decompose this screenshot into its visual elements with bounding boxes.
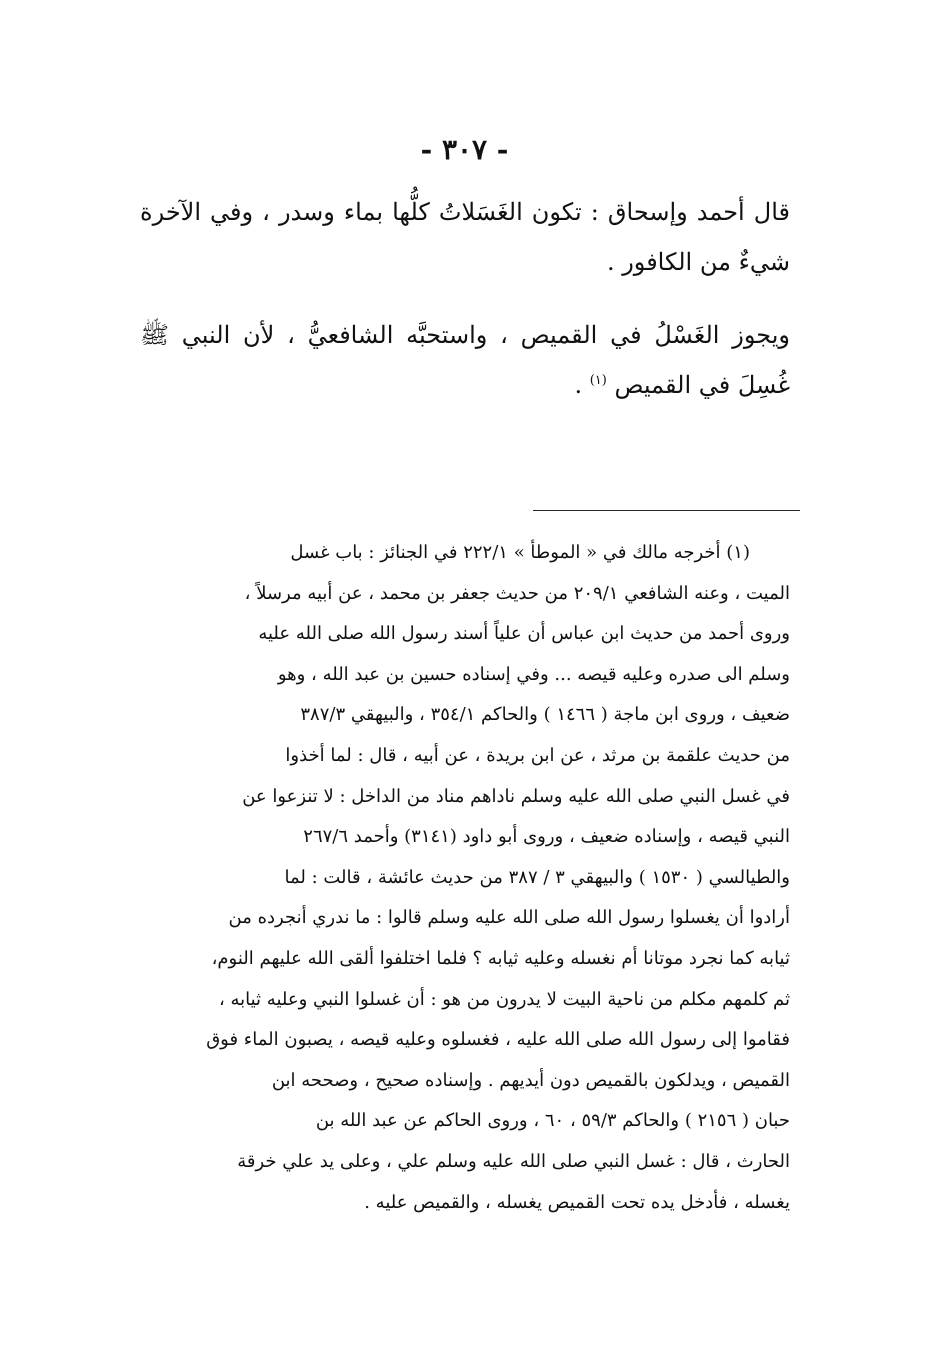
- footnote-line: وروى أحمد من حديث ابن عباس أن علياً أسند رسول الله صلى الله عليه: [258, 623, 790, 645]
- footnote-line: ثيابه كما نجرد موتانا أم نغسله وعليه ثيابه ؟ فلما اختلفوا ألقى الله عليهم النوم،: [211, 947, 790, 969]
- footnotes-block: [140, 533, 790, 1223]
- footnote-line: حبان ( ٢١٥٦ ) والحاكم ٥٩/٣ ، ٦٠ ، وروى الحاكم عن عبد الله بن: [315, 1110, 790, 1132]
- main-paragraph-2-text: ويجوز الغَسْلُ في القميص ، واستحبَّه الشافعيُّ ، لأن النبي ﷺ غُسِلَ في القميص: [140, 321, 790, 399]
- footnote-line: في غسل النبي صلى الله عليه وسلم ناداهم مناد من الداخل : لا تنزعوا عن: [242, 785, 790, 807]
- main-paragraph-2: [140, 310, 790, 410]
- footnote-line: وسلم الى صدره وعليه قيصه ... وفي إسناده حسين بن عبد الله ، وهو: [277, 663, 790, 685]
- footnote-line: (١) أخرجه مالك في « الموطأ » ٢٢٢/١ في الجنائز : باب غسل: [290, 542, 750, 563]
- footnote-line: الحارث ، قال : غسل النبي صلى الله عليه وسلم علي ، وعلى يد علي خرقة: [237, 1150, 790, 1172]
- footnote-line: الميت ، وعنه الشافعي ٢٠٩/١ من حديث جعفر بن محمد ، عن أبيه مرسلاً ،: [244, 582, 790, 604]
- main-paragraph-1: قال أحمد وإسحاق : تكون الغَسَلاتُ كلُّها بماء وسدر ، وفي الآخرة شيءٌ من الكافور .: [140, 198, 790, 276]
- footnote-line: والطيالسي ( ١٥٣٠ ) والبيهقي ٣ / ٣٨٧ من حديث عائشة ، قالت : لما: [284, 866, 790, 888]
- footnote-line: ضعيف ، وروى ابن ماجة ( ١٤٦٦ ) والحاكم ٣٥٤/١ ، والبيهقي ٣٨٧/٣: [300, 704, 790, 726]
- footnote-divider: [533, 510, 800, 511]
- page-number: - ٣٠٧ -: [420, 133, 509, 166]
- footnote-line: القميص ، ويدلكون بالقميص دون أيديهم . وإسناده صحيح ، وصححه ابن: [271, 1069, 790, 1091]
- footnote-line: يغسله ، فأدخل يده تحت القميص يغسله ، والقميص عليه .: [364, 1191, 790, 1213]
- footnote-line: من حديث علقمة بن مرثد ، عن ابن بريدة ، عن أبيه ، قال : لما أخذوا: [285, 744, 790, 766]
- main-paragraph-2-end: .: [574, 371, 590, 399]
- footnote-line: ثم كلمهم مكلم من ناحية البيت لا يدرون من هو : أن غسلوا النبي وعليه ثيابه ،: [218, 988, 790, 1010]
- footnote-line: النبي قيصه ، وإسناده ضعيف ، وروى أبو داود (٣١٤١) وأحمد ٢٦٧/٦: [303, 826, 790, 848]
- footnote-line: فقاموا إلى رسول الله صلى الله عليه ، فغسلوه وعليه قيصه ، يصبون الماء فوق: [206, 1029, 790, 1051]
- footnote-line: أرادوا أن يغسلوا رسول الله صلى الله عليه وسلم قالوا : ما ندري أنجرده من: [228, 907, 790, 929]
- footnote-reference[interactable]: (١): [589, 373, 607, 388]
